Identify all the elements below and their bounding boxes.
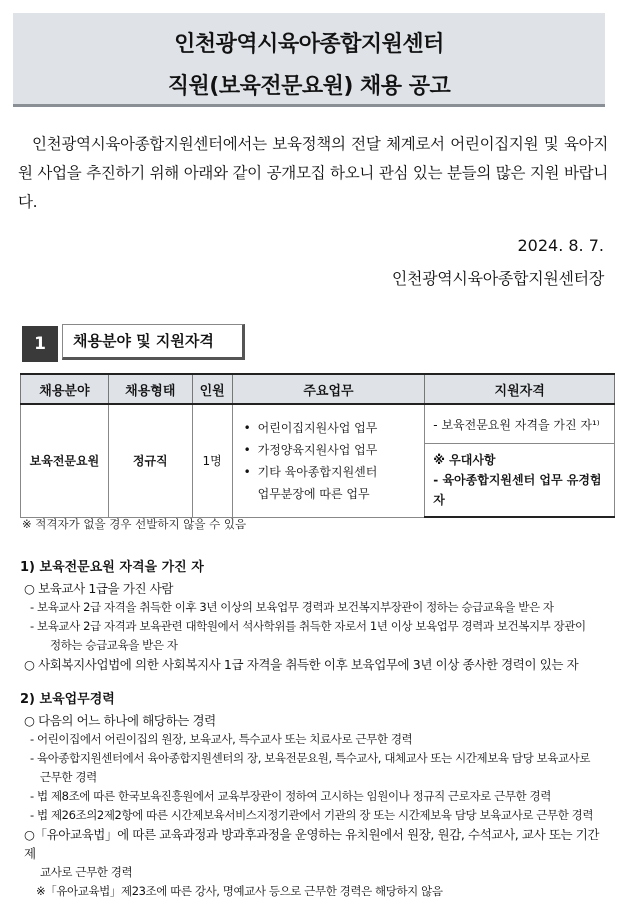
table-header-row [21, 374, 615, 404]
list-item: - 보육교사 2급 자격을 취득한 이후 3년 이상의 보육업무 경력과 보건복지부장관이 정하는 승급교육을 받은 자 [30, 600, 554, 614]
list-item: - 법 제8조에 따른 한국보육진흥원에서 교육부장관이 정하여 고시하는 임원이나 정규직 근로자로 근무한 경력 [30, 789, 551, 803]
cell-qualification: - 보육전문요원 자격을 가진 자¹⁾ [425, 404, 615, 444]
preference-title: ※ 우대사항 [433, 453, 496, 467]
list-item: • 가정양육지원사업 업무 [243, 442, 378, 457]
title-banner [13, 13, 605, 107]
intro-paragraph: 인천광역시육아종합지원센터에서는 보육정책의 전달 체계로서 어린이집지원 및 육아지원 사업을 추진하기 위해 아래와 같이 공개모집 하오니 관심 있는 분들의 많은 지원 바랍니다. [18, 135, 608, 211]
section-title: 채용분야 및 지원자격 [62, 324, 245, 360]
list-item-continued: 교사로 근무한 경력 [40, 865, 133, 879]
page-title-org: 인천광역시육아종합지원센터 [174, 32, 444, 57]
recruitment-table [20, 373, 615, 518]
list-item: ○「유아교육법」에 따른 교육과정과 방과후과정을 운영하는 유치원에서 원장, 원감, 수석교사, 교사 또는 기간제 [24, 827, 600, 861]
list-item: • 어린이집지원사업 업무 [243, 420, 378, 435]
qualification-detail-section [20, 556, 610, 674]
subsection-heading: 2) 보육업무경력 [20, 692, 115, 707]
header-field: 채용분야 [21, 374, 109, 404]
list-item: ○ 사회복지사업법에 의한 사회복지사 1급 자격을 취득한 이후 보육업무에 3년 이상 종사한 경력이 있는 자 [24, 657, 579, 672]
cell-field: 보육전문요원 [21, 404, 109, 517]
issuer-name: 인천광역시육아종합지원센터장 [391, 269, 604, 288]
header-type: 채용형태 [108, 374, 192, 404]
cell-count: 1명 [192, 404, 232, 517]
preference-item: - 육아종합지원센터 업무 유경험자 [433, 473, 602, 507]
subsection-heading: 1) 보육전문요원 자격을 가진 자 [20, 560, 204, 575]
section-number-badge: 1 [22, 326, 58, 362]
table-row [21, 404, 615, 444]
list-item: • 기타 육아종합지원센터 업무분장에 따른 업무 [243, 464, 378, 501]
list-item: ○ 보육교사 1급을 가진 사람 [24, 581, 174, 596]
header-duties: 주요업무 [232, 374, 425, 404]
cell-duties [232, 404, 425, 517]
list-item-continued: 근무한 경력 [40, 770, 97, 784]
list-item: - 어린이집에서 어린이집의 원장, 보육교사, 특수교사 또는 치료사로 근무한 경력 [30, 732, 413, 746]
list-item: - 보육교사 2급 자격과 보육관련 대학원에서 석사학위를 취득한 자로서 1년 이상 보육업무 경력과 보건복지부 장관이 [30, 619, 586, 633]
list-item: - 육아종합지원센터에서 육아종합지원센터의 장, 보육전문요원, 특수교사, 대체교사 또는 시간제보육 담당 보육교사로 [30, 751, 591, 765]
list-item-continued: 정하는 승급교육을 받은 자 [50, 638, 178, 652]
list-item: - 법 제26조의2제2항에 따른 시간제보육서비스지정기관에서 기관의 장 또는 시간제보육 담당 보육교사로 근무한 경력 [30, 808, 594, 822]
cell-preference [425, 444, 615, 518]
header-count: 인원 [192, 374, 232, 404]
table-footnote: ※ 적격자가 없을 경우 선발하지 않을 수 있음 [22, 517, 247, 531]
duty-list [234, 409, 424, 513]
list-item: ○ 다음의 어느 하나에 해당하는 경력 [24, 713, 216, 728]
header-qualification: 지원자격 [425, 374, 615, 404]
notice-date: 2024. 8. 7. [517, 236, 604, 255]
cell-type: 정규직 [108, 404, 192, 517]
page-title-notice: 직원(보육전문요원) 채용 공고 [167, 74, 451, 99]
list-note: ※「유아교육법」제23조에 따른 강사, 명예교사 등으로 근무한 경력은 해당하지 않음 [36, 884, 443, 898]
career-detail-section [20, 688, 610, 901]
